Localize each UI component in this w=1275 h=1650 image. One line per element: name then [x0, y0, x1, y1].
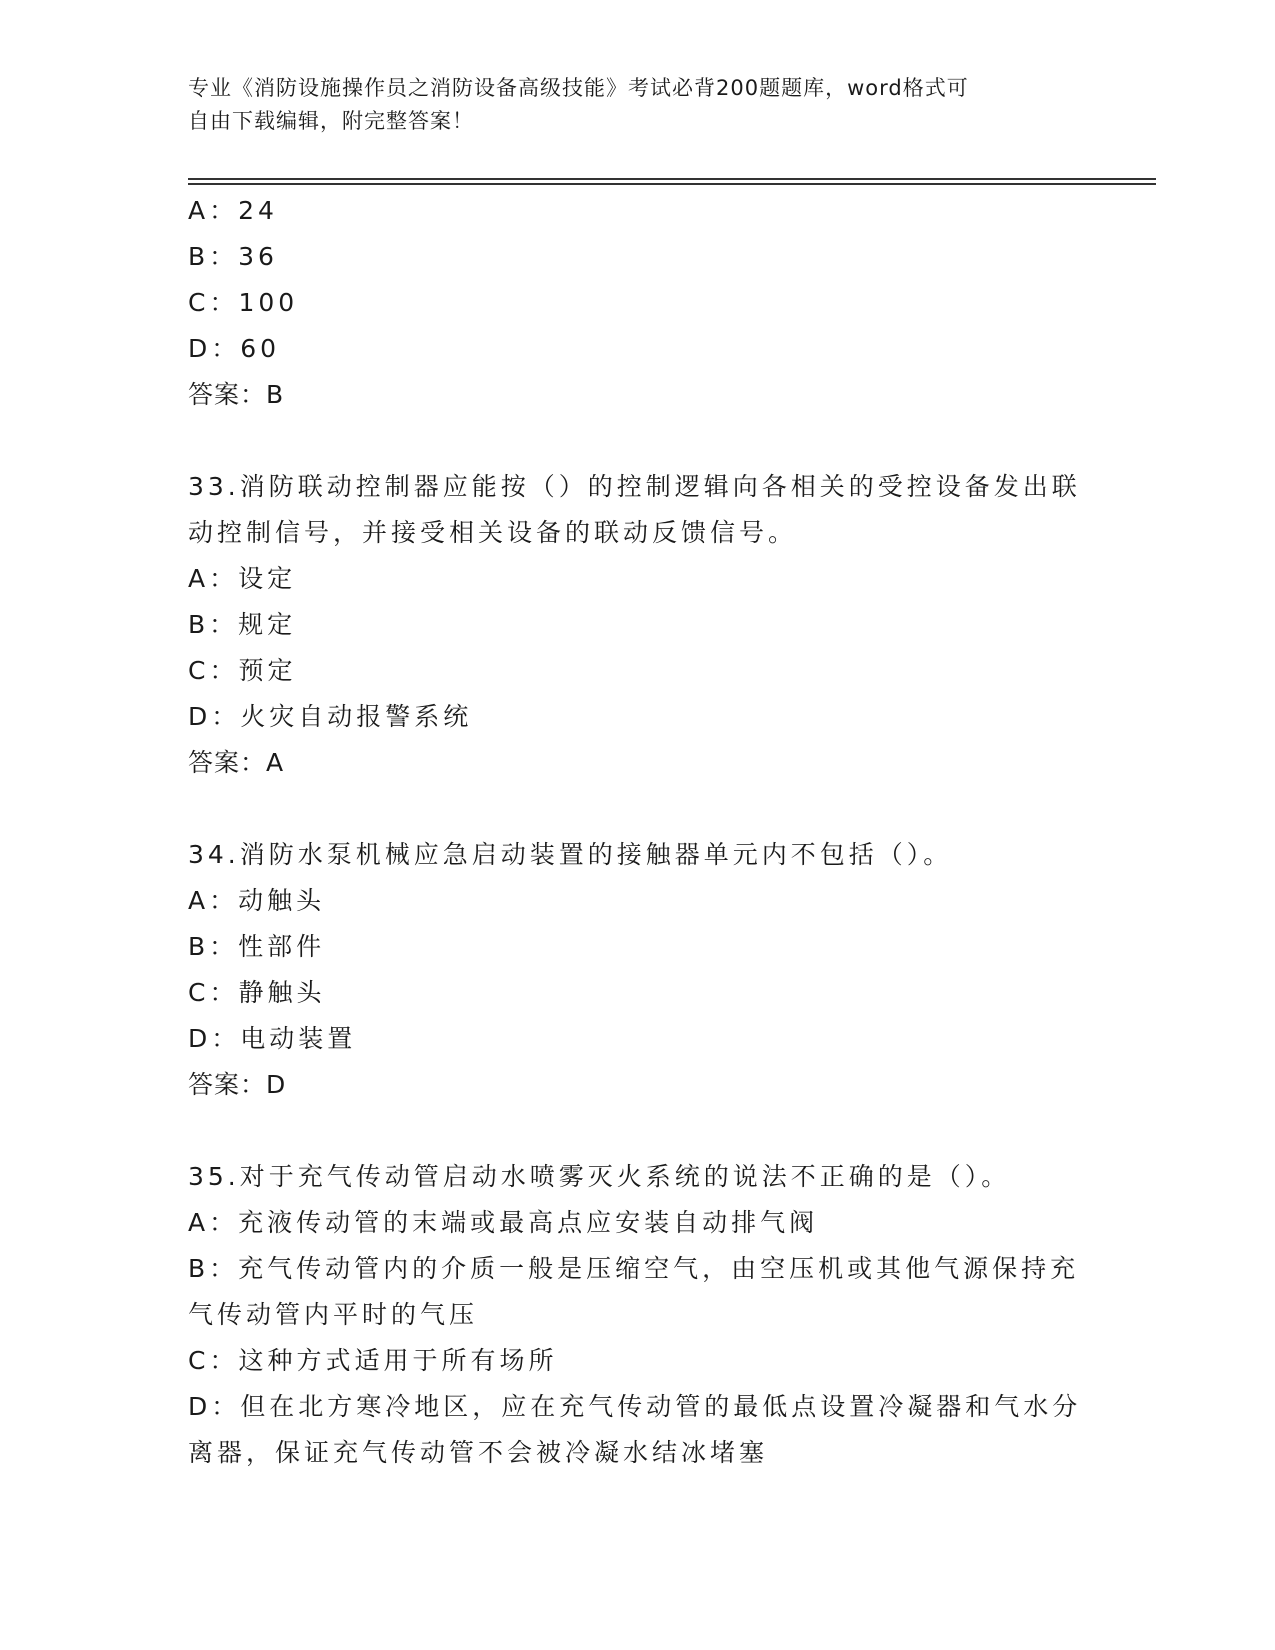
- header-rule-bottom: [188, 183, 1156, 185]
- answer-line: 答案：B: [188, 380, 285, 409]
- prev-question: [188, 188, 1088, 418]
- answer-line: 答案：A: [188, 748, 285, 777]
- question-34: [188, 832, 1088, 1108]
- header-line-1: 专业《消防设施操作员之消防设备高级技能》考试必背200题题库，word格式可: [188, 76, 969, 100]
- spacer: [188, 1108, 1088, 1154]
- option-a: A：充液传动管的末端或最高点应安装自动排气阀: [188, 1208, 819, 1237]
- option-c: C：100: [188, 288, 299, 317]
- option-a: A：24: [188, 196, 278, 225]
- option-b: B：充气传动管内的介质一般是压缩空气，由空压机或其他气源保持充: [188, 1254, 1080, 1283]
- question-content: [188, 188, 1088, 1476]
- option-c: C：预定: [188, 656, 297, 685]
- spacer: [188, 786, 1088, 832]
- question-stem-cont: 动控制信号，并接受相关设备的联动反馈信号。: [188, 518, 798, 547]
- option-b: B：36: [188, 242, 278, 271]
- option-b-cont: 气传动管内平时的气压: [188, 1300, 479, 1329]
- question-33: [188, 464, 1088, 786]
- option-d: D：但在北方寒冷地区，应在充气传动管的最低点设置冷凝器和气水分: [188, 1392, 1082, 1421]
- question-stem: 35.对于充气传动管启动水喷雾灭火系统的说法不正确的是（）。: [188, 1162, 1011, 1191]
- document-header: [188, 72, 1068, 138]
- header-line-2: 自由下载编辑，附完整答案！: [188, 109, 474, 133]
- option-b: B：性部件: [188, 932, 326, 961]
- option-c: C：这种方式适用于所有场所: [188, 1346, 558, 1375]
- option-a: A：设定: [188, 564, 297, 593]
- option-d: D：火灾自动报警系统: [188, 702, 473, 731]
- question-stem: 33.消防联动控制器应能按（）的控制逻辑向各相关的受控设备发出联: [188, 472, 1081, 501]
- question-stem: 34.消防水泵机械应急启动装置的接触器单元内不包括（）。: [188, 840, 953, 869]
- option-d: D：电动装置: [188, 1024, 357, 1053]
- option-b: B：规定: [188, 610, 297, 639]
- option-d: D：60: [188, 334, 281, 363]
- header-rule-top: [188, 178, 1156, 180]
- option-d-cont: 离器，保证充气传动管不会被冷凝水结冰堵塞: [188, 1438, 769, 1467]
- answer-line: 答案：D: [188, 1070, 287, 1099]
- option-a: A：动触头: [188, 886, 326, 915]
- spacer: [188, 418, 1088, 464]
- option-c: C：静触头: [188, 978, 326, 1007]
- question-35: [188, 1154, 1088, 1476]
